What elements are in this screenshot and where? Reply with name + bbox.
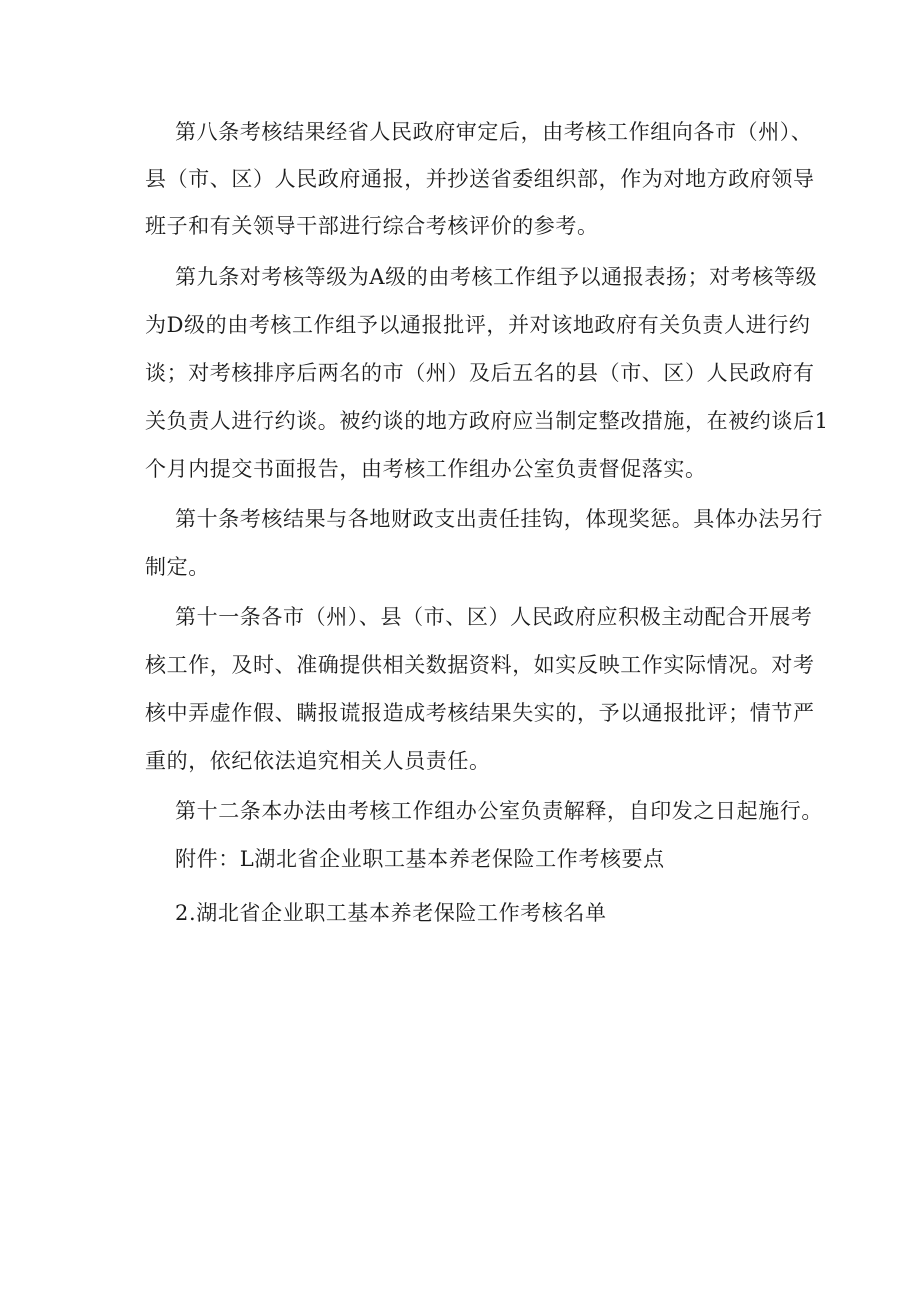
article-9-line-3: 谈；对考核排序后两名的市（州）及后五名的县（市、区）人民政府有	[145, 361, 815, 385]
article-9-line-2: 为D级的由考核工作组予以通报批评，并对该地政府有关负责人进行约	[145, 313, 811, 337]
article-11-line-1: 第十一条各市（州）、县（市、区）人民政府应积极主动配合开展考	[175, 605, 813, 629]
article-12-line-1: 第十二条本办法由考核工作组办公室负责解释，自印发之日起施行。	[175, 799, 823, 823]
attachment-2-line: 2.湖北省企业职工基本养老保险工作考核名单	[175, 901, 607, 925]
article-8-line-1: 第八条考核结果经省人民政府审定后，由考核工作组向各市（州）、	[175, 120, 813, 144]
article-9-line-5: 个月内提交书面报告，由考核工作组办公室负责督促落实。	[145, 457, 707, 481]
article-8-line-3: 班子和有关领导干部进行综合考核评价的参考。	[145, 214, 599, 238]
article-9-line-1: 第九条对考核等级为A级的由考核工作组予以通报表扬；对考核等级	[175, 265, 818, 289]
article-8-line-2: 县（市、区）人民政府通报，并抄送省委组织部，作为对地方政府领导	[145, 167, 815, 191]
article-11-line-3: 核中弄虚作假、瞒报谎报造成考核结果失实的，予以通报批评；情节严	[145, 701, 815, 725]
article-11-line-4: 重的，依纪依法追究相关人员责任。	[145, 749, 491, 773]
article-10-line-1: 第十条考核结果与各地财政支出责任挂钩，体现奖惩。具体办法另行	[175, 507, 823, 531]
attachment-1-line: 附件：L湖北省企业职工基本养老保险工作考核要点	[175, 847, 665, 871]
article-11-line-2: 核工作，及时、准确提供相关数据资料，如实反映工作实际情况。对考	[145, 653, 815, 677]
article-10-line-2: 制定。	[145, 555, 210, 579]
article-9-line-4: 关负责人进行约谈。被约谈的地方政府应当制定整改措施，在被约谈后1	[145, 409, 829, 433]
